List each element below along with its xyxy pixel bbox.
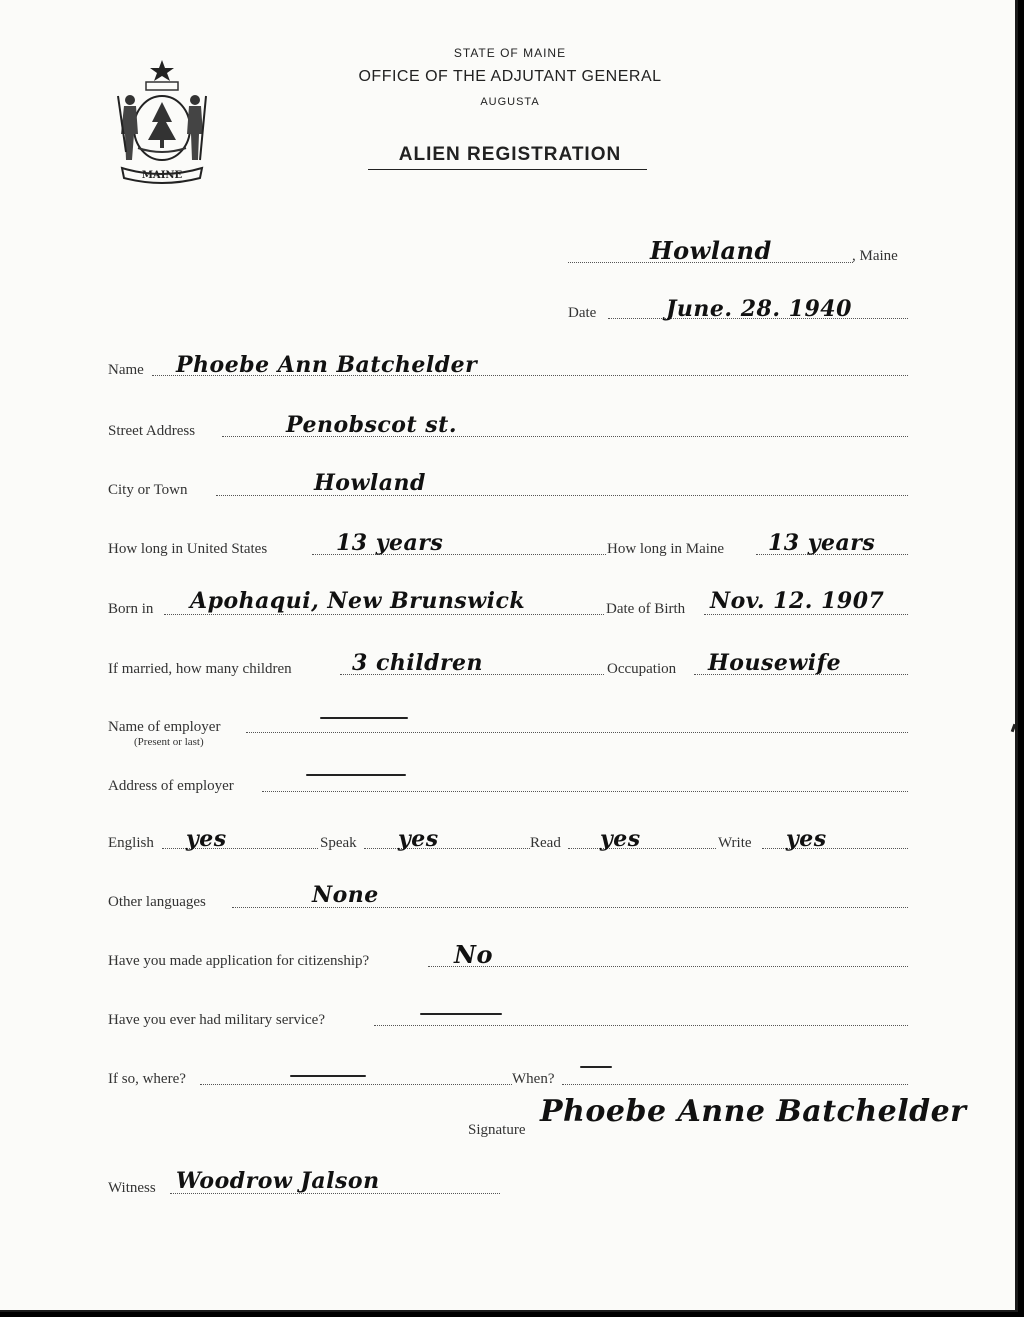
name-value: Phoebe Ann Batchelder: [176, 352, 478, 378]
born-in-line: [164, 614, 604, 615]
signature-value: Phoebe Anne Batchelder: [540, 1094, 967, 1129]
read-value: yes: [600, 826, 641, 852]
us-duration-value: 13 years: [336, 530, 444, 556]
when-line: [562, 1084, 908, 1085]
signature-label: Signature: [468, 1122, 526, 1138]
employer-name-sublabel: (Present or last): [134, 736, 204, 748]
citizenship-value: No: [454, 940, 493, 969]
speak-label: Speak: [320, 835, 357, 851]
state-heading: STATE OF MAINE: [453, 46, 567, 60]
other-languages-label: Other languages: [108, 894, 206, 910]
read-label: Read: [530, 835, 561, 851]
where-dash: [290, 1075, 366, 1077]
where-label: If so, where?: [108, 1071, 186, 1087]
city-label: City or Town: [108, 482, 188, 498]
military-label: Have you ever had military service?: [108, 1012, 325, 1028]
english-label: English: [108, 835, 154, 851]
children-value: 3 children: [352, 650, 484, 676]
when-dash: [580, 1066, 612, 1068]
maine-duration-label: How long in Maine: [607, 541, 725, 557]
citizenship-line: [428, 966, 908, 967]
witness-value: Woodrow Jalson: [176, 1168, 380, 1194]
military-line: [374, 1025, 908, 1026]
read-line: [568, 848, 716, 849]
military-dash: [420, 1013, 502, 1015]
street-label: Street Address: [108, 423, 196, 439]
write-line: [762, 848, 908, 849]
office-heading: OFFICE OF THE ADJUTANT GENERAL: [358, 68, 662, 85]
born-in-value: Apohaqui, New Brunswick: [190, 588, 526, 614]
date-value: June. 28. 1940: [666, 296, 852, 322]
employer-address-line: [262, 791, 908, 792]
write-value: yes: [786, 826, 827, 852]
location-value: Howland: [650, 236, 772, 265]
us-duration-label: How long in United States: [108, 541, 268, 557]
street-value: Penobscot st.: [286, 412, 457, 438]
name-label: Name: [108, 362, 144, 378]
svg-text:MAINE: MAINE: [141, 170, 183, 181]
employer-address-label: Address of employer: [108, 778, 234, 794]
city-value: Howland: [314, 470, 426, 496]
witness-label: Witness: [108, 1180, 156, 1196]
margin-mark: [1011, 724, 1017, 733]
when-label: When?: [512, 1071, 555, 1087]
employer-name-line: [246, 732, 908, 733]
speak-value: yes: [398, 826, 439, 852]
dob-label: Date of Birth: [606, 601, 686, 617]
employer-name-label: Name of employer: [108, 719, 221, 735]
write-label: Write: [718, 835, 752, 851]
speak-line: [364, 848, 530, 849]
occupation-value: Housewife: [708, 650, 842, 676]
form-title: ALIEN REGISTRATION: [398, 144, 622, 165]
location-suffix: , Maine: [852, 248, 898, 264]
maine-state-seal: [108, 56, 216, 186]
city-heading: AUGUSTA: [480, 96, 540, 108]
other-languages-value: None: [312, 882, 379, 908]
citizenship-label: Have you made application for citizenship?: [108, 953, 370, 969]
employer-name-dash: [320, 717, 408, 719]
date-label: Date: [568, 305, 597, 321]
occupation-label: Occupation: [607, 661, 677, 677]
english-value: yes: [186, 826, 227, 852]
dob-line: [704, 614, 908, 615]
dob-value: Nov. 12. 1907: [710, 588, 885, 614]
born-in-label: Born in: [108, 601, 154, 617]
maine-duration-value: 13 years: [768, 530, 876, 556]
title-underline: [368, 169, 647, 170]
where-line: [200, 1084, 512, 1085]
employer-address-dash: [306, 774, 406, 776]
children-label: If married, how many children: [108, 661, 292, 677]
